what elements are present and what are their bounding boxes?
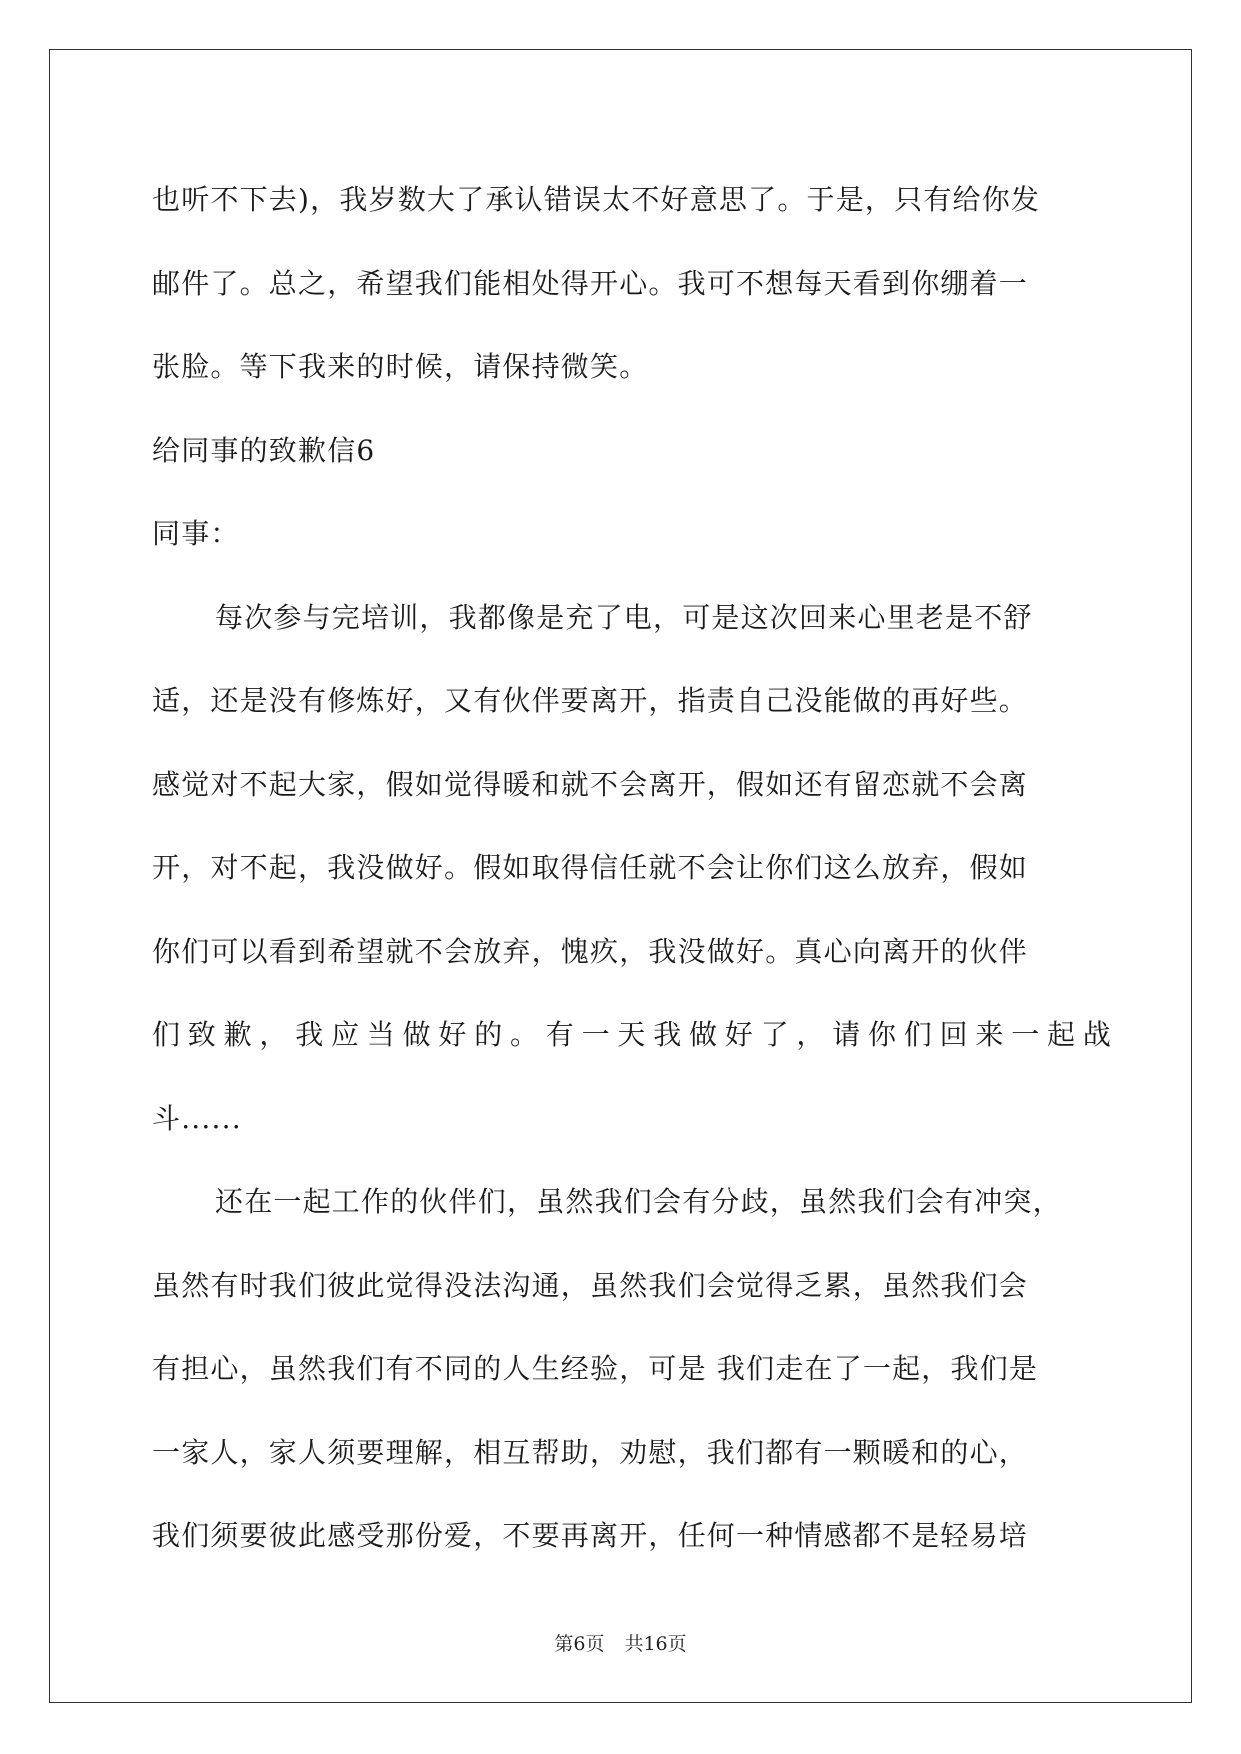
text-line: 每次参与完培训，我都像是充了电，可是这次回来心里老是不舒 xyxy=(215,600,1033,634)
page-total: 共16页 xyxy=(624,1633,687,1655)
text-line: 也听不下去)，我岁数大了承认错误太不好意思了。于是，只有给你发 xyxy=(152,183,1041,216)
salutation: 同事： xyxy=(152,517,240,550)
text-line: 虽然有时我们彼此觉得没法沟通，虽然我们会觉得乏累，虽然我们会 xyxy=(152,1268,1029,1302)
document-body xyxy=(152,158,1112,1578)
text-line: 还在一起工作的伙伴们，虽然我们会有分歧，虽然我们会有冲突， xyxy=(215,1185,1062,1218)
text-line: 我们须要彼此感受那份爱，不要再离开，任何一种情感都不是轻易培 xyxy=(152,1519,1029,1552)
text-line: 有担心，虽然我们有不同的人生经验，可是 我们走在了一起，我们是 xyxy=(152,1352,1039,1385)
text-line: 邮件了。总之，希望我们能相处得开心。我可不想每天看到你绷着一 xyxy=(152,266,1029,300)
text-line: 开，对不起，我没做好。假如取得信任就不会让你们这么放弃，假如 xyxy=(152,851,1029,884)
page-number: 第6页 xyxy=(554,1633,605,1655)
page-footer xyxy=(0,1629,1241,1656)
text-line: 你们可以看到希望就不会放弃，愧疚，我没做好。真心向离开的伙伴 xyxy=(152,934,1029,968)
section-heading: 给同事的致歉信6 xyxy=(152,433,376,467)
text-line: 感觉对不起大家，假如觉得暖和就不会离开，假如还有留恋就不会离 xyxy=(152,767,1029,801)
text-line: 们致歉，我应当做好的。有一天我做好了，请你们回来一起战 xyxy=(152,1018,1112,1051)
text-line: 斗...... xyxy=(152,1101,242,1135)
text-line: 一家人，家人须要理解，相互帮助，劝慰，我们都有一颗暖和的心， xyxy=(152,1435,1029,1469)
text-line: 适，还是没有修炼好，又有伙伴要离开，指责自己没能做的再好些。 xyxy=(152,684,1029,717)
text-line: 张脸。等下我来的时候，请保持微笑。 xyxy=(152,350,649,383)
